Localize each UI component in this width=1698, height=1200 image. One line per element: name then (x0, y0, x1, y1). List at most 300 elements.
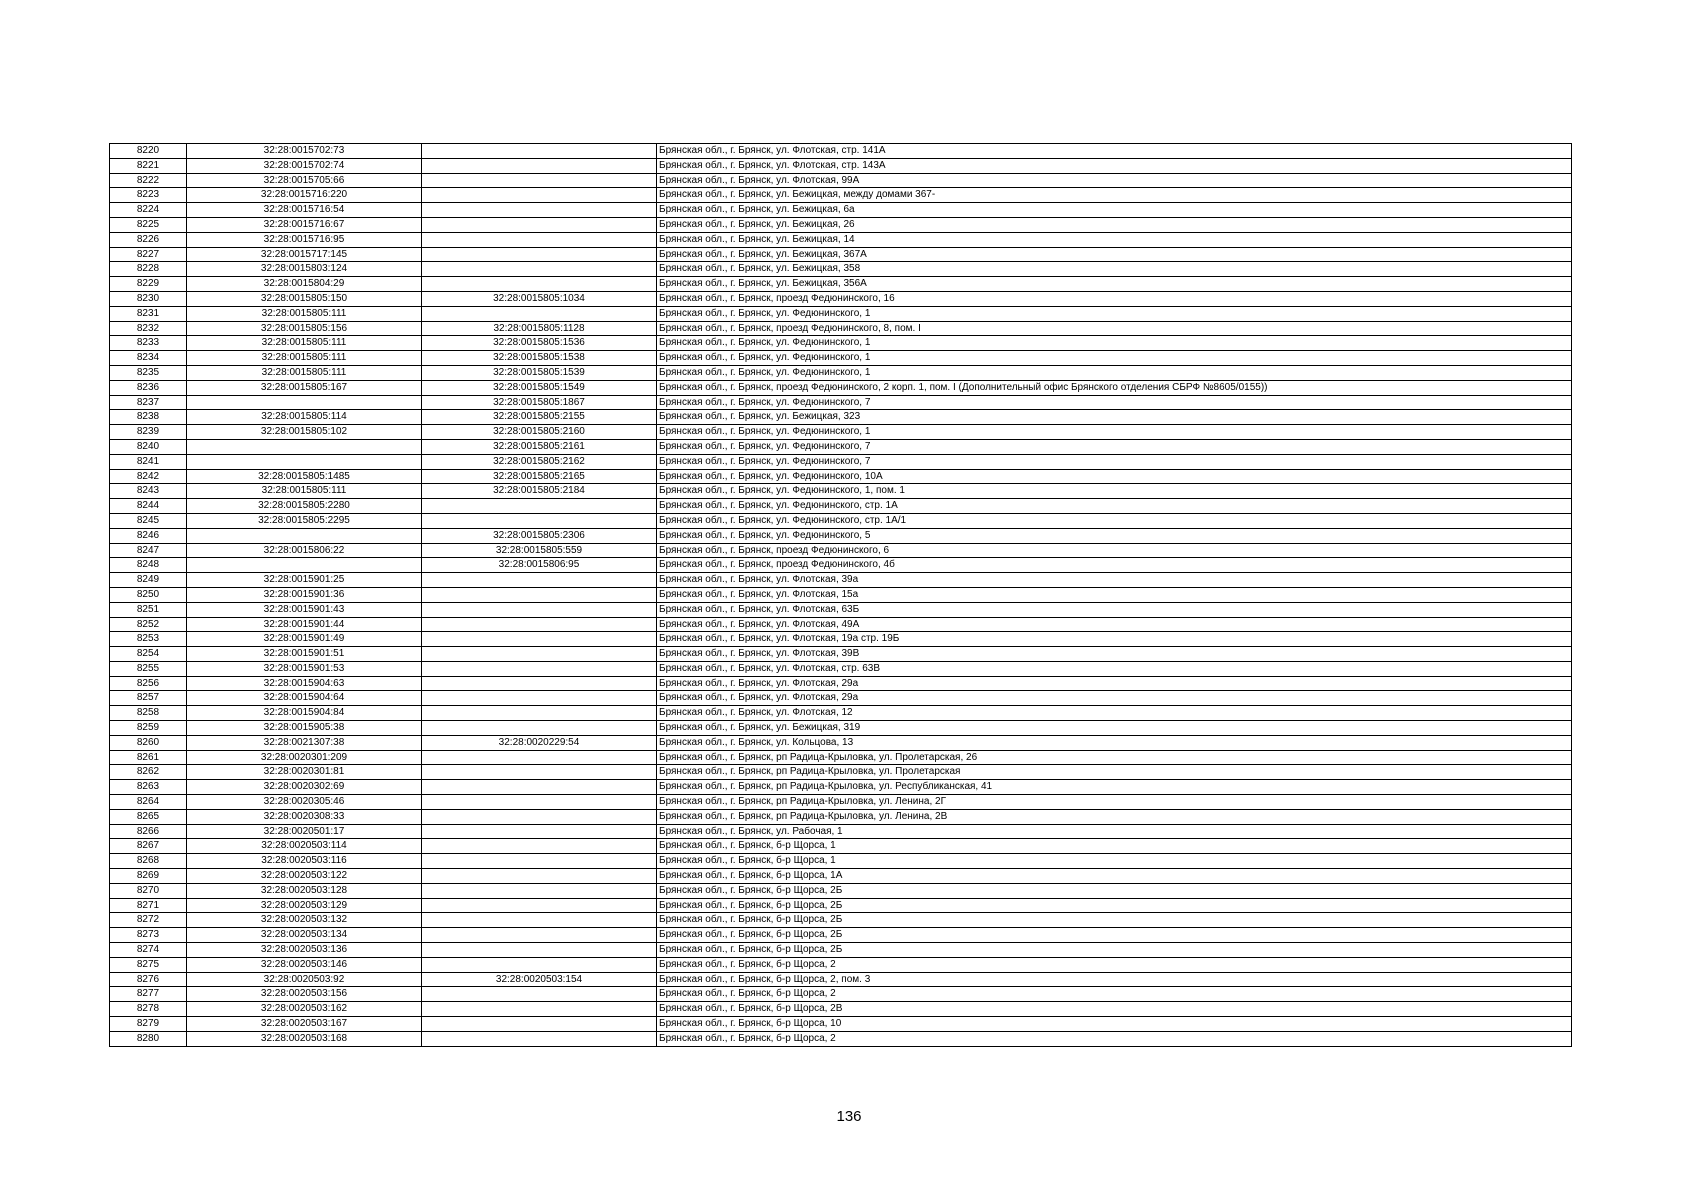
row-number-cell: 8250 (110, 587, 187, 602)
cadastral-number-cell: 32:28:0020503:128 (187, 883, 422, 898)
cadastral-number-cell: 32:28:0015805:114 (187, 410, 422, 425)
related-cadastral-number-cell: 32:28:0015805:2306 (422, 528, 657, 543)
cadastral-number-cell: 32:28:0020503:136 (187, 943, 422, 958)
cadastral-number-cell: 32:28:0015901:36 (187, 587, 422, 602)
table-row (110, 987, 1572, 1002)
related-cadastral-number-cell (422, 587, 657, 602)
address-cell: Брянская обл., г. Брянск, проезд Федюнинского, 6 (657, 543, 1572, 558)
row-number-cell: 8228 (110, 262, 187, 277)
cadastral-number-cell: 32:28:0015717:145 (187, 247, 422, 262)
address-cell: Брянская обл., г. Брянск, проезд Федюнинского, 16 (657, 291, 1572, 306)
address-cell: Брянская обл., г. Брянск, ул. Федюнинского, 1 (657, 425, 1572, 440)
registry-table-body (110, 144, 1572, 1047)
related-cadastral-number-cell: 32:28:0015806:95 (422, 558, 657, 573)
row-number-cell: 8230 (110, 291, 187, 306)
table-row (110, 558, 1572, 573)
related-cadastral-number-cell (422, 809, 657, 824)
table-row (110, 232, 1572, 247)
address-cell: Брянская обл., г. Брянск, ул. Флотская, 15а (657, 587, 1572, 602)
cadastral-number-cell: 32:28:0015702:73 (187, 144, 422, 159)
table-row (110, 380, 1572, 395)
table-row (110, 721, 1572, 736)
cadastral-number-cell: 32:28:0015804:29 (187, 277, 422, 292)
table-row (110, 676, 1572, 691)
related-cadastral-number-cell: 32:28:0015805:2162 (422, 454, 657, 469)
cadastral-number-cell: 32:28:0020503:146 (187, 957, 422, 972)
row-number-cell: 8221 (110, 158, 187, 173)
related-cadastral-number-cell (422, 1031, 657, 1046)
address-cell: Брянская обл., г. Брянск, ул. Федюнинского, стр. 1А/1 (657, 513, 1572, 528)
address-cell: Брянская обл., г. Брянск, ул. Бежицкая, 319 (657, 721, 1572, 736)
address-cell: Брянская обл., г. Брянск, ул. Федюнинского, 1, пом. 1 (657, 484, 1572, 499)
row-number-cell: 8224 (110, 203, 187, 218)
row-number-cell: 8260 (110, 735, 187, 750)
cadastral-number-cell: 32:28:0015806:22 (187, 543, 422, 558)
related-cadastral-number-cell (422, 247, 657, 262)
address-cell: Брянская обл., г. Брянск, ул. Флотская, 39В (657, 647, 1572, 662)
row-number-cell: 8276 (110, 972, 187, 987)
related-cadastral-number-cell: 32:28:0015805:1539 (422, 365, 657, 380)
related-cadastral-number-cell (422, 824, 657, 839)
address-cell: Брянская обл., г. Брянск, б-р Щорса, 2В (657, 1002, 1572, 1017)
cadastral-number-cell: 32:28:0015805:111 (187, 351, 422, 366)
address-cell: Брянская обл., г. Брянск, рп Радица-Крыловка, ул. Республиканская, 41 (657, 780, 1572, 795)
cadastral-number-cell: 32:28:0015805:1485 (187, 469, 422, 484)
related-cadastral-number-cell: 32:28:0020503:154 (422, 972, 657, 987)
row-number-cell: 8227 (110, 247, 187, 262)
table-row (110, 469, 1572, 484)
table-row (110, 306, 1572, 321)
table-row (110, 795, 1572, 810)
table-row (110, 928, 1572, 943)
row-number-cell: 8270 (110, 883, 187, 898)
table-row (110, 957, 1572, 972)
table-row (110, 573, 1572, 588)
cadastral-number-cell: 32:28:0020503:156 (187, 987, 422, 1002)
related-cadastral-number-cell (422, 277, 657, 292)
row-number-cell: 8244 (110, 499, 187, 514)
address-cell: Брянская обл., г. Брянск, рп Радица-Крыловка, ул. Ленина, 2Г (657, 795, 1572, 810)
address-cell: Брянская обл., г. Брянск, б-р Щорса, 10 (657, 1017, 1572, 1032)
related-cadastral-number-cell: 32:28:0015805:2184 (422, 484, 657, 499)
cadastral-number-cell: 32:28:0015805:167 (187, 380, 422, 395)
table-row (110, 765, 1572, 780)
table-row (110, 898, 1572, 913)
address-cell: Брянская обл., г. Брянск, проезд Федюнинского, 4б (657, 558, 1572, 573)
address-cell: Брянская обл., г. Брянск, ул. Федюнинского, 10А (657, 469, 1572, 484)
address-cell: Брянская обл., г. Брянск, ул. Федюнинского, стр. 1А (657, 499, 1572, 514)
cadastral-number-cell (187, 454, 422, 469)
related-cadastral-number-cell: 32:28:0015805:2161 (422, 439, 657, 454)
row-number-cell: 8274 (110, 943, 187, 958)
address-cell: Брянская обл., г. Брянск, б-р Щорса, 1 (657, 854, 1572, 869)
cadastral-number-cell (187, 528, 422, 543)
address-cell: Брянская обл., г. Брянск, б-р Щорса, 1 (657, 839, 1572, 854)
table-row (110, 617, 1572, 632)
cadastral-number-cell: 32:28:0015901:49 (187, 632, 422, 647)
row-number-cell: 8251 (110, 602, 187, 617)
row-number-cell: 8264 (110, 795, 187, 810)
table-row (110, 291, 1572, 306)
address-cell: Брянская обл., г. Брянск, б-р Щорса, 2, пом. 3 (657, 972, 1572, 987)
related-cadastral-number-cell (422, 839, 657, 854)
address-cell: Брянская обл., г. Брянск, рп Радица-Крыловка, ул. Пролетарская (657, 765, 1572, 780)
cadastral-number-cell: 32:28:0020503:129 (187, 898, 422, 913)
table-row (110, 972, 1572, 987)
row-number-cell: 8222 (110, 173, 187, 188)
table-row (110, 854, 1572, 869)
related-cadastral-number-cell (422, 217, 657, 232)
cadastral-number-cell: 32:28:0015904:63 (187, 676, 422, 691)
row-number-cell: 8234 (110, 351, 187, 366)
address-cell: Брянская обл., г. Брянск, ул. Бежицкая, 323 (657, 410, 1572, 425)
cadastral-number-cell: 32:28:0015716:54 (187, 203, 422, 218)
related-cadastral-number-cell: 32:28:0020229:54 (422, 735, 657, 750)
cadastral-number-cell: 32:28:0015805:111 (187, 306, 422, 321)
row-number-cell: 8247 (110, 543, 187, 558)
table-row (110, 691, 1572, 706)
cadastral-number-cell: 32:28:0021307:38 (187, 735, 422, 750)
related-cadastral-number-cell (422, 721, 657, 736)
cadastral-number-cell: 32:28:0020503:167 (187, 1017, 422, 1032)
table-row (110, 336, 1572, 351)
related-cadastral-number-cell: 32:28:0015805:1549 (422, 380, 657, 395)
cadastral-number-cell (187, 395, 422, 410)
cadastral-number-cell: 32:28:0015803:124 (187, 262, 422, 277)
related-cadastral-number-cell (422, 928, 657, 943)
table-row (110, 499, 1572, 514)
cadastral-number-cell: 32:28:0020503:92 (187, 972, 422, 987)
cadastral-number-cell: 32:28:0015716:67 (187, 217, 422, 232)
address-cell: Брянская обл., г. Брянск, ул. Бежицкая, между домами 367- (657, 188, 1572, 203)
table-row (110, 439, 1572, 454)
table-row (110, 706, 1572, 721)
row-number-cell: 8239 (110, 425, 187, 440)
row-number-cell: 8242 (110, 469, 187, 484)
table-row (110, 839, 1572, 854)
related-cadastral-number-cell (422, 854, 657, 869)
related-cadastral-number-cell (422, 173, 657, 188)
table-row (110, 321, 1572, 336)
cadastral-number-cell: 32:28:0015805:111 (187, 484, 422, 499)
related-cadastral-number-cell: 32:28:0015805:1536 (422, 336, 657, 351)
row-number-cell: 8246 (110, 528, 187, 543)
table-row (110, 410, 1572, 425)
row-number-cell: 8279 (110, 1017, 187, 1032)
table-row (110, 735, 1572, 750)
address-cell: Брянская обл., г. Брянск, б-р Щорса, 2Б (657, 883, 1572, 898)
address-cell: Брянская обл., г. Брянск, ул. Бежицкая, 6а (657, 203, 1572, 218)
table-row (110, 144, 1572, 159)
table-row (110, 365, 1572, 380)
address-cell: Брянская обл., г. Брянск, ул. Флотская, 39а (657, 573, 1572, 588)
cadastral-number-cell: 32:28:0015805:111 (187, 336, 422, 351)
related-cadastral-number-cell (422, 987, 657, 1002)
cadastral-number-cell: 32:28:0020302:69 (187, 780, 422, 795)
row-number-cell: 8272 (110, 913, 187, 928)
address-cell: Брянская обл., г. Брянск, ул. Бежицкая, 356А (657, 277, 1572, 292)
related-cadastral-number-cell (422, 647, 657, 662)
address-cell: Брянская обл., г. Брянск, ул. Флотская, 12 (657, 706, 1572, 721)
address-cell: Брянская обл., г. Брянск, б-р Щорса, 2Б (657, 943, 1572, 958)
address-cell: Брянская обл., г. Брянск, ул. Федюнинского, 1 (657, 336, 1572, 351)
row-number-cell: 8265 (110, 809, 187, 824)
row-number-cell: 8223 (110, 188, 187, 203)
related-cadastral-number-cell (422, 513, 657, 528)
table-row (110, 158, 1572, 173)
cadastral-number-cell: 32:28:0015905:38 (187, 721, 422, 736)
table-row (110, 454, 1572, 469)
address-cell: Брянская обл., г. Брянск, б-р Щорса, 1А (657, 869, 1572, 884)
row-number-cell: 8255 (110, 661, 187, 676)
related-cadastral-number-cell (422, 232, 657, 247)
table-row (110, 425, 1572, 440)
related-cadastral-number-cell (422, 869, 657, 884)
row-number-cell: 8245 (110, 513, 187, 528)
cadastral-number-cell: 32:28:0015805:2295 (187, 513, 422, 528)
cadastral-number-cell (187, 558, 422, 573)
related-cadastral-number-cell (422, 306, 657, 321)
related-cadastral-number-cell (422, 203, 657, 218)
address-cell: Брянская обл., г. Брянск, ул. Флотская, стр. 63В (657, 661, 1572, 676)
related-cadastral-number-cell (422, 1002, 657, 1017)
address-cell: Брянская обл., г. Брянск, ул. Кольцова, 13 (657, 735, 1572, 750)
row-number-cell: 8269 (110, 869, 187, 884)
related-cadastral-number-cell (422, 188, 657, 203)
address-cell: Брянская обл., г. Брянск, ул. Бежицкая, 367А (657, 247, 1572, 262)
address-cell: Брянская обл., г. Брянск, б-р Щорса, 2Б (657, 913, 1572, 928)
row-number-cell: 8220 (110, 144, 187, 159)
row-number-cell: 8278 (110, 1002, 187, 1017)
address-cell: Брянская обл., г. Брянск, ул. Флотская, 63Б (657, 602, 1572, 617)
related-cadastral-number-cell (422, 943, 657, 958)
row-number-cell: 8226 (110, 232, 187, 247)
cadastral-number-cell: 32:28:0020503:116 (187, 854, 422, 869)
cadastral-number-cell: 32:28:0015901:44 (187, 617, 422, 632)
row-number-cell: 8243 (110, 484, 187, 499)
table-row (110, 528, 1572, 543)
related-cadastral-number-cell: 32:28:0015805:2155 (422, 410, 657, 425)
row-number-cell: 8267 (110, 839, 187, 854)
address-cell: Брянская обл., г. Брянск, ул. Флотская, 29а (657, 676, 1572, 691)
related-cadastral-number-cell: 32:28:0015805:2165 (422, 469, 657, 484)
related-cadastral-number-cell: 32:28:0015805:1034 (422, 291, 657, 306)
cadastral-number-cell: 32:28:0015904:64 (187, 691, 422, 706)
table-row (110, 780, 1572, 795)
table-row (110, 883, 1572, 898)
row-number-cell: 8237 (110, 395, 187, 410)
registry-table (109, 143, 1572, 1047)
row-number-cell: 8257 (110, 691, 187, 706)
related-cadastral-number-cell (422, 1017, 657, 1032)
cadastral-number-cell: 32:28:0015705:66 (187, 173, 422, 188)
address-cell: Брянская обл., г. Брянск, ул. Федюнинского, 7 (657, 439, 1572, 454)
address-cell: Брянская обл., г. Брянск, ул. Федюнинского, 1 (657, 351, 1572, 366)
related-cadastral-number-cell (422, 617, 657, 632)
related-cadastral-number-cell (422, 765, 657, 780)
cadastral-number-cell: 32:28:0020305:46 (187, 795, 422, 810)
related-cadastral-number-cell (422, 913, 657, 928)
table-row (110, 632, 1572, 647)
cadastral-number-cell: 32:28:0020503:122 (187, 869, 422, 884)
row-number-cell: 8254 (110, 647, 187, 662)
address-cell: Брянская обл., г. Брянск, ул. Флотская, стр. 141А (657, 144, 1572, 159)
row-number-cell: 8262 (110, 765, 187, 780)
table-row (110, 1002, 1572, 1017)
related-cadastral-number-cell: 32:28:0015805:1538 (422, 351, 657, 366)
related-cadastral-number-cell: 32:28:0015805:2160 (422, 425, 657, 440)
table-row (110, 188, 1572, 203)
cadastral-number-cell: 32:28:0020503:162 (187, 1002, 422, 1017)
address-cell: Брянская обл., г. Брянск, ул. Флотская, стр. 143А (657, 158, 1572, 173)
address-cell: Брянская обл., г. Брянск, ул. Флотская, 29а (657, 691, 1572, 706)
table-row (110, 1017, 1572, 1032)
cadastral-number-cell: 32:28:0015901:43 (187, 602, 422, 617)
row-number-cell: 8266 (110, 824, 187, 839)
table-row (110, 484, 1572, 499)
table-row (110, 661, 1572, 676)
page-number: 136 (836, 1108, 862, 1125)
cadastral-number-cell: 32:28:0015716:220 (187, 188, 422, 203)
table-row (110, 809, 1572, 824)
row-number-cell: 8275 (110, 957, 187, 972)
address-cell: Брянская обл., г. Брянск, ул. Бежицкая, 14 (657, 232, 1572, 247)
row-number-cell: 8249 (110, 573, 187, 588)
row-number-cell: 8236 (110, 380, 187, 395)
table-row (110, 247, 1572, 262)
cadastral-number-cell: 32:28:0020308:33 (187, 809, 422, 824)
row-number-cell: 8252 (110, 617, 187, 632)
row-number-cell: 8271 (110, 898, 187, 913)
cadastral-number-cell: 32:28:0020503:168 (187, 1031, 422, 1046)
row-number-cell: 8240 (110, 439, 187, 454)
address-cell: Брянская обл., г. Брянск, ул. Федюнинского, 7 (657, 395, 1572, 410)
table-row (110, 1031, 1572, 1046)
row-number-cell: 8261 (110, 750, 187, 765)
table-row (110, 351, 1572, 366)
related-cadastral-number-cell (422, 573, 657, 588)
row-number-cell: 8253 (110, 632, 187, 647)
cadastral-number-cell: 32:28:0015901:53 (187, 661, 422, 676)
address-cell: Брянская обл., г. Брянск, ул. Бежицкая, 26 (657, 217, 1572, 232)
row-number-cell: 8277 (110, 987, 187, 1002)
table-row (110, 543, 1572, 558)
cadastral-number-cell: 32:28:0020301:81 (187, 765, 422, 780)
row-number-cell: 8280 (110, 1031, 187, 1046)
table-row (110, 869, 1572, 884)
cadastral-number-cell: 32:28:0015716:95 (187, 232, 422, 247)
row-number-cell: 8248 (110, 558, 187, 573)
address-cell: Брянская обл., г. Брянск, б-р Щорса, 2 (657, 987, 1572, 1002)
cadastral-number-cell: 32:28:0020501:17 (187, 824, 422, 839)
related-cadastral-number-cell (422, 750, 657, 765)
related-cadastral-number-cell (422, 661, 657, 676)
related-cadastral-number-cell (422, 144, 657, 159)
table-row (110, 173, 1572, 188)
table-row (110, 602, 1572, 617)
cadastral-number-cell: 32:28:0015805:111 (187, 365, 422, 380)
row-number-cell: 8241 (110, 454, 187, 469)
address-cell: Брянская обл., г. Брянск, б-р Щорса, 2Б (657, 928, 1572, 943)
related-cadastral-number-cell (422, 676, 657, 691)
address-cell: Брянская обл., г. Брянск, ул. Флотская, 99А (657, 173, 1572, 188)
address-cell: Брянская обл., г. Брянск, ул. Флотская, 19а стр. 19Б (657, 632, 1572, 647)
related-cadastral-number-cell (422, 706, 657, 721)
address-cell: Брянская обл., г. Брянск, б-р Щорса, 2 (657, 1031, 1572, 1046)
address-cell: Брянская обл., г. Брянск, рп Радица-Крыловка, ул. Пролетарская, 26 (657, 750, 1572, 765)
related-cadastral-number-cell (422, 780, 657, 795)
address-cell: Брянская обл., г. Брянск, ул. Рабочая, 1 (657, 824, 1572, 839)
table-row (110, 395, 1572, 410)
related-cadastral-number-cell (422, 898, 657, 913)
row-number-cell: 8231 (110, 306, 187, 321)
cadastral-number-cell: 32:28:0015805:102 (187, 425, 422, 440)
row-number-cell: 8235 (110, 365, 187, 380)
table-row (110, 203, 1572, 218)
table-row (110, 913, 1572, 928)
address-cell: Брянская обл., г. Брянск, б-р Щорса, 2 (657, 957, 1572, 972)
row-number-cell: 8238 (110, 410, 187, 425)
row-number-cell: 8233 (110, 336, 187, 351)
address-cell: Брянская обл., г. Брянск, проезд Федюнинского, 2 корп. 1, пом. I (Дополнительный офис Брянского отделения СБРФ №8605/0155)) (657, 380, 1572, 395)
cadastral-number-cell: 32:28:0020503:134 (187, 928, 422, 943)
address-cell: Брянская обл., г. Брянск, ул. Флотская, 49А (657, 617, 1572, 632)
address-cell: Брянская обл., г. Брянск, ул. Федюнинского, 7 (657, 454, 1572, 469)
table-row (110, 587, 1572, 602)
cadastral-number-cell: 32:28:0015805:150 (187, 291, 422, 306)
related-cadastral-number-cell (422, 262, 657, 277)
cadastral-number-cell (187, 439, 422, 454)
related-cadastral-number-cell (422, 158, 657, 173)
row-number-cell: 8256 (110, 676, 187, 691)
related-cadastral-number-cell (422, 632, 657, 647)
address-cell: Брянская обл., г. Брянск, б-р Щорса, 2Б (657, 898, 1572, 913)
cadastral-number-cell: 32:28:0020503:132 (187, 913, 422, 928)
row-number-cell: 8263 (110, 780, 187, 795)
address-cell: Брянская обл., г. Брянск, рп Радица-Крыловка, ул. Ленина, 2В (657, 809, 1572, 824)
related-cadastral-number-cell (422, 795, 657, 810)
cadastral-number-cell: 32:28:0020301:209 (187, 750, 422, 765)
row-number-cell: 8259 (110, 721, 187, 736)
cadastral-number-cell: 32:28:0015702:74 (187, 158, 422, 173)
related-cadastral-number-cell (422, 602, 657, 617)
address-cell: Брянская обл., г. Брянск, проезд Федюнинского, 8, пом. I (657, 321, 1572, 336)
address-cell: Брянская обл., г. Брянск, ул. Федюнинского, 5 (657, 528, 1572, 543)
row-number-cell: 8232 (110, 321, 187, 336)
related-cadastral-number-cell (422, 957, 657, 972)
table-row (110, 647, 1572, 662)
table-row (110, 943, 1572, 958)
table-row (110, 217, 1572, 232)
cadastral-number-cell: 32:28:0015901:51 (187, 647, 422, 662)
table-row (110, 277, 1572, 292)
cadastral-number-cell: 32:28:0015904:84 (187, 706, 422, 721)
cadastral-number-cell: 32:28:0020503:114 (187, 839, 422, 854)
address-cell: Брянская обл., г. Брянск, ул. Федюнинского, 1 (657, 306, 1572, 321)
cadastral-number-cell: 32:28:0015901:25 (187, 573, 422, 588)
address-cell: Брянская обл., г. Брянск, ул. Бежицкая, 358 (657, 262, 1572, 277)
row-number-cell: 8268 (110, 854, 187, 869)
related-cadastral-number-cell (422, 499, 657, 514)
table-row (110, 824, 1572, 839)
row-number-cell: 8225 (110, 217, 187, 232)
address-cell: Брянская обл., г. Брянск, ул. Федюнинского, 1 (657, 365, 1572, 380)
related-cadastral-number-cell: 32:28:0015805:559 (422, 543, 657, 558)
related-cadastral-number-cell: 32:28:0015805:1128 (422, 321, 657, 336)
related-cadastral-number-cell: 32:28:0015805:1867 (422, 395, 657, 410)
related-cadastral-number-cell (422, 691, 657, 706)
row-number-cell: 8273 (110, 928, 187, 943)
